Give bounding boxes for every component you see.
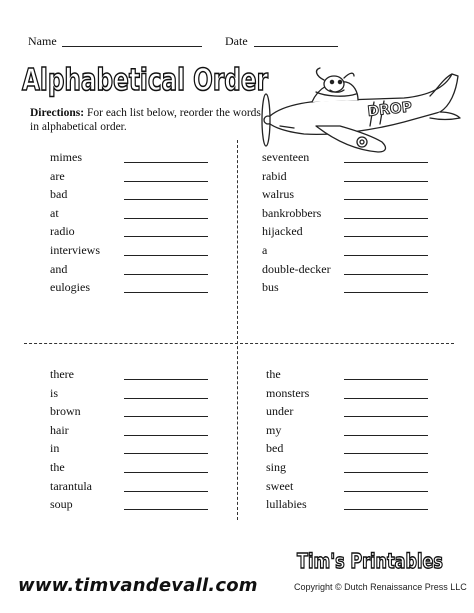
directions-text: For each list below, reorder the words in alphabetical order. [30, 107, 261, 133]
list-item [50, 280, 210, 299]
answer-line[interactable] [344, 416, 428, 417]
answer-line[interactable] [124, 162, 208, 163]
word: in [50, 441, 60, 456]
answer-line[interactable] [124, 255, 208, 256]
list-item [50, 187, 210, 206]
word: a [262, 242, 268, 257]
website-link[interactable]: www.timvandevall.com [18, 575, 258, 596]
date-label: Date [225, 34, 248, 48]
word: sing [266, 459, 287, 474]
answer-line[interactable] [124, 509, 208, 510]
word: walrus [262, 187, 294, 202]
directions-label: Directions: [30, 107, 85, 119]
answer-line[interactable] [124, 416, 208, 417]
directions [30, 106, 262, 134]
answer-line[interactable] [344, 472, 428, 473]
word: eulogies [50, 280, 90, 295]
word: at [50, 205, 59, 220]
list-item [50, 441, 210, 460]
list-item [262, 169, 432, 188]
brand-logo [296, 546, 446, 574]
word: bad [50, 187, 68, 202]
word: sweet [266, 478, 294, 493]
answer-line[interactable] [124, 453, 208, 454]
date-field[interactable] [254, 46, 338, 47]
word: brown [50, 404, 81, 419]
name-label: Name [28, 34, 57, 48]
answer-line[interactable] [344, 509, 428, 510]
word: there [50, 367, 74, 381]
answer-line[interactable] [344, 218, 428, 219]
list-item [50, 150, 210, 169]
answer-line[interactable] [344, 236, 428, 237]
list-item [50, 262, 210, 281]
word: hair [50, 422, 69, 437]
airplane-illustration [254, 66, 462, 158]
answer-line[interactable] [344, 453, 428, 454]
answer-line[interactable] [124, 236, 208, 237]
answer-line[interactable] [344, 181, 428, 182]
list-item [50, 206, 210, 225]
answer-line[interactable] [344, 379, 428, 380]
list-item [266, 423, 436, 442]
word: lullabies [266, 497, 307, 512]
list-item [266, 497, 436, 516]
list-item [266, 367, 436, 386]
list-item [50, 169, 210, 188]
copyright-text: Copyright © Dutch Renaissance Press LLC [294, 582, 467, 592]
word: soup [50, 497, 73, 512]
word: is [50, 385, 59, 400]
list-item [266, 460, 436, 479]
answer-line[interactable] [344, 162, 428, 163]
list-item [266, 404, 436, 423]
answer-line[interactable] [124, 379, 208, 380]
answer-line[interactable] [124, 491, 208, 492]
word: interviews [50, 242, 100, 257]
word: my [266, 422, 282, 437]
list-item [262, 280, 432, 299]
answer-line[interactable] [124, 398, 208, 399]
word: the [50, 459, 65, 474]
answer-line[interactable] [344, 398, 428, 399]
word-list-bottom-left [50, 367, 210, 516]
word: hijacked [262, 224, 303, 239]
word: rabid [262, 168, 287, 183]
list-item [50, 367, 210, 386]
list-item [266, 386, 436, 405]
word-list-top-right [262, 150, 432, 299]
word: the [266, 367, 281, 381]
word: bus [262, 280, 279, 295]
answer-line[interactable] [124, 292, 208, 293]
list-item [50, 479, 210, 498]
answer-line[interactable] [344, 435, 428, 436]
answer-line[interactable] [344, 255, 428, 256]
list-item [50, 386, 210, 405]
word: bed [266, 441, 284, 456]
answer-line[interactable] [124, 472, 208, 473]
list-item [50, 460, 210, 479]
list-item [262, 206, 432, 225]
list-item [266, 479, 436, 498]
answer-line[interactable] [344, 199, 428, 200]
word: double-decker [262, 261, 331, 276]
answer-line[interactable] [124, 218, 208, 219]
answer-line[interactable] [344, 491, 428, 492]
list-item [262, 150, 432, 169]
worksheet-title [20, 56, 272, 100]
word: are [50, 168, 65, 183]
word: and [50, 261, 68, 276]
list-item [266, 441, 436, 460]
word: monsters [266, 385, 310, 400]
list-item [50, 243, 210, 262]
list-item [50, 224, 210, 243]
list-item [262, 243, 432, 262]
brand-text: Tim's Printables [297, 549, 443, 573]
list-item [50, 423, 210, 442]
vertical-divider [237, 140, 238, 520]
word: bankrobbers [262, 205, 322, 220]
list-item [262, 262, 432, 281]
list-item [50, 497, 210, 516]
word: radio [50, 224, 75, 239]
plane-banner-text: DROP [366, 99, 413, 120]
word: tarantula [50, 478, 92, 493]
word: mimes [50, 150, 82, 164]
answer-line[interactable] [124, 181, 208, 182]
word-list-bottom-right [266, 367, 436, 516]
answer-line[interactable] [124, 274, 208, 275]
horizontal-divider [24, 343, 454, 344]
answer-line[interactable] [344, 292, 428, 293]
title-text: Alphabetical Order [22, 63, 269, 98]
answer-line[interactable] [124, 435, 208, 436]
list-item [50, 404, 210, 423]
word: under [266, 404, 294, 419]
word: seventeen [262, 150, 310, 164]
list-item [262, 224, 432, 243]
list-item [262, 187, 432, 206]
answer-line[interactable] [124, 199, 208, 200]
answer-line[interactable] [344, 274, 428, 275]
name-field[interactable] [62, 46, 202, 47]
word-list-top-left [50, 150, 210, 299]
